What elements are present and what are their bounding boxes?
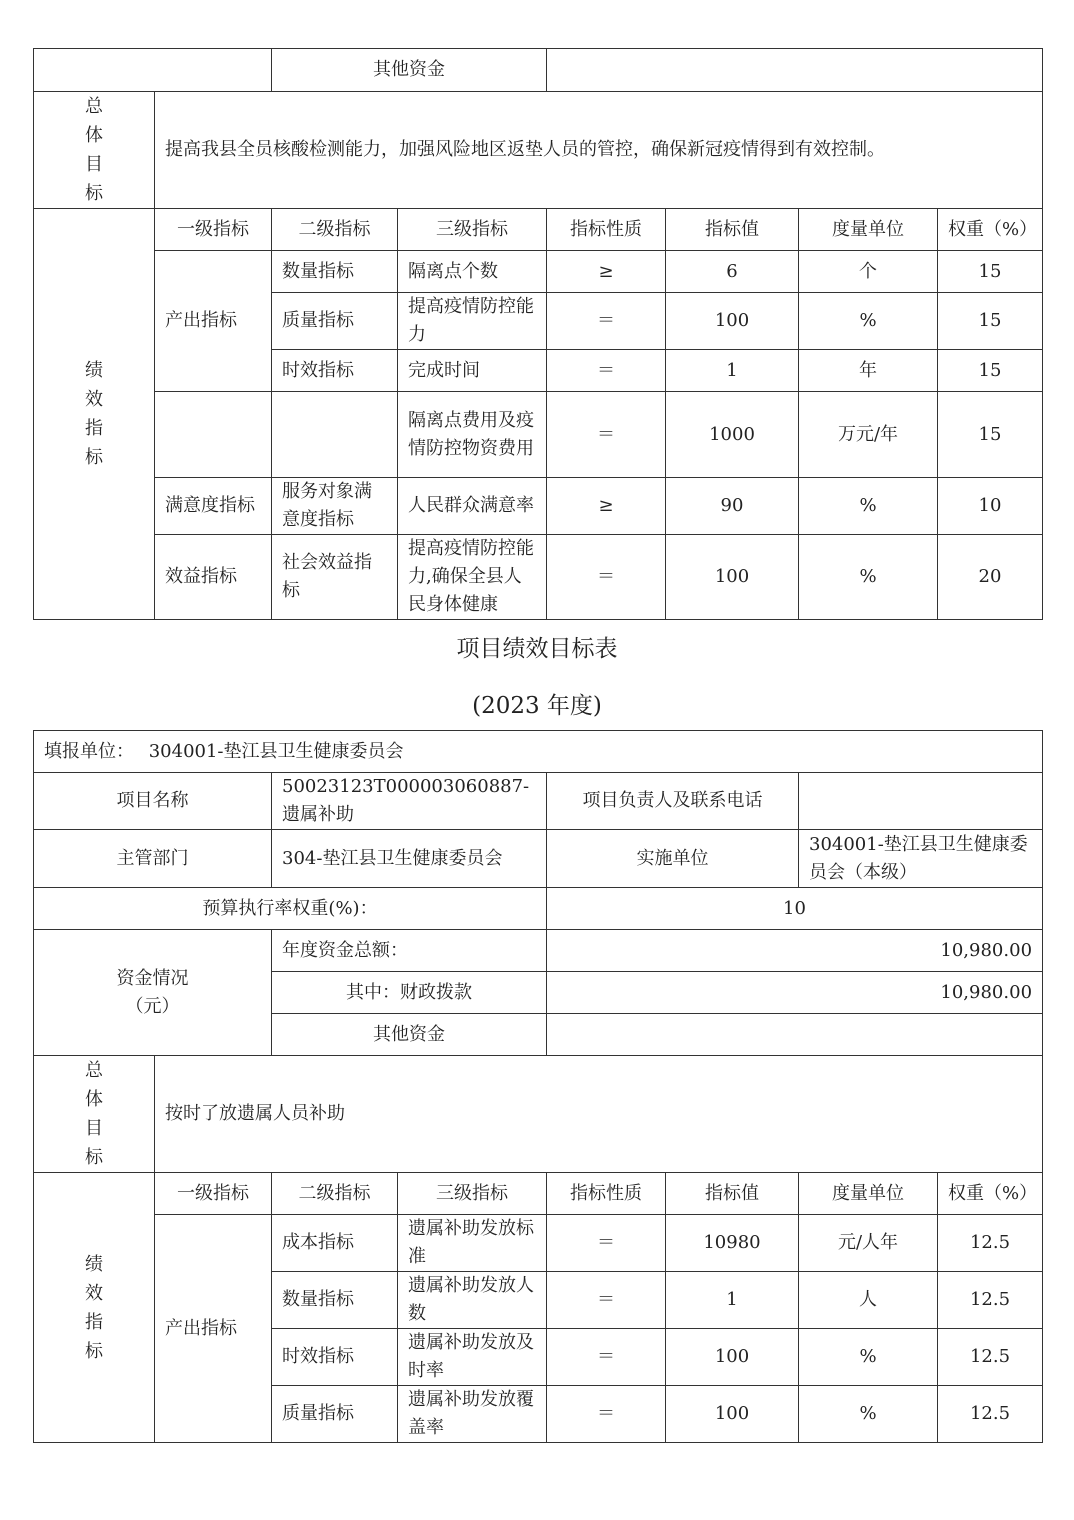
filing-unit: 填报单位： 304001-垫江县卫生健康委员会	[34, 731, 1043, 773]
nature-cell: ＝	[547, 1215, 666, 1272]
funds-label-text: 资金情况	[116, 967, 189, 989]
unit-cell: 个	[799, 251, 938, 293]
budget-rate-label: 预算执行率权重(%)：	[34, 888, 547, 930]
header-level1: 一级指标	[155, 209, 272, 251]
nature-cell: ＝	[547, 293, 666, 350]
unit-cell: 人	[799, 1272, 938, 1329]
value-cell: 100	[666, 535, 799, 620]
value-cell: 1000	[666, 392, 799, 478]
nature-cell: ≥	[547, 251, 666, 293]
level2-cell: 时效指标	[272, 350, 398, 392]
level2-cell	[272, 392, 398, 478]
total-funds-value: 10,980.00	[547, 930, 1043, 972]
header-level1: 一级指标	[155, 1173, 272, 1215]
header-weight: 权重（%）	[938, 1173, 1043, 1215]
performance-table-continued	[33, 48, 1043, 620]
nature-cell: ＝	[547, 350, 666, 392]
weight-cell: 15	[938, 392, 1043, 478]
header-level2: 二级指标	[272, 209, 398, 251]
budget-rate-value: 10	[547, 888, 1043, 930]
other-funds-value	[547, 49, 1043, 92]
weight-cell: 12.5	[938, 1329, 1043, 1386]
weight-cell: 15	[938, 293, 1043, 350]
value-cell: 100	[666, 1329, 799, 1386]
header-level3: 三级指标	[398, 209, 547, 251]
overall-goal-text: 按时了放遗属人员补助	[155, 1056, 1043, 1173]
level2-cell: 质量指标	[272, 1386, 398, 1443]
weight-cell: 15	[938, 251, 1043, 293]
header-unit: 度量单位	[799, 1173, 938, 1215]
level3-cell: 提高疫情防控能力	[398, 293, 547, 350]
weight-cell: 12.5	[938, 1272, 1043, 1329]
level1-cell: 产出指标	[155, 1215, 272, 1443]
nature-cell: ＝	[547, 1272, 666, 1329]
table-row	[34, 251, 1043, 293]
value-cell: 90	[666, 478, 799, 535]
value-cell: 1	[666, 350, 799, 392]
nature-cell: ＝	[547, 535, 666, 620]
header-value: 指标值	[666, 209, 799, 251]
header-unit: 度量单位	[799, 209, 938, 251]
other-funds-label: 其他资金	[272, 1014, 547, 1056]
impl-label: 实施单位	[547, 830, 799, 888]
value-cell: 10980	[666, 1215, 799, 1272]
level3-cell: 遗属补助发放及时率	[398, 1329, 547, 1386]
owner-label: 项目负责人及联系电话	[547, 773, 799, 830]
level1-cell: 效益指标	[155, 535, 272, 620]
project-name-value: 50023123T000003060887-遗属补助	[272, 773, 547, 830]
level2-cell: 时效指标	[272, 1329, 398, 1386]
level2-cell: 质量指标	[272, 293, 398, 350]
level3-cell: 提高疫情防控能力,确保全县人民身体健康	[398, 535, 547, 620]
value-cell: 6	[666, 251, 799, 293]
blank-cell	[34, 49, 272, 92]
level3-cell: 完成时间	[398, 350, 547, 392]
level3-cell: 遗属补助发放标准	[398, 1215, 547, 1272]
level3-cell: 人民群众满意率	[398, 478, 547, 535]
unit-cell: 元/人年	[799, 1215, 938, 1272]
level2-cell: 数量指标	[272, 1272, 398, 1329]
nature-cell: ＝	[547, 1329, 666, 1386]
overall-goal-label: 总 体 目 标	[34, 1056, 155, 1173]
other-funds-label: 其他资金	[272, 49, 547, 92]
performance-goal-table	[33, 730, 1043, 1443]
owner-value	[799, 773, 1043, 830]
document-year: (2023 年度)	[472, 693, 602, 719]
level2-cell: 成本指标	[272, 1215, 398, 1272]
unit-cell: %	[799, 1329, 938, 1386]
level3-cell: 遗属补助发放人数	[398, 1272, 547, 1329]
weight-cell: 12.5	[938, 1386, 1043, 1443]
header-level3: 三级指标	[398, 1173, 547, 1215]
weight-cell: 10	[938, 478, 1043, 535]
level1-cell: 满意度指标	[155, 478, 272, 535]
overall-goal-label: 总 体 目 标	[34, 92, 155, 209]
value-cell: 1	[666, 1272, 799, 1329]
unit-cell: %	[799, 535, 938, 620]
level1-cell: 产出指标	[155, 251, 272, 392]
performance-indicator-label: 绩 效 指 标	[34, 209, 155, 620]
unit-cell: %	[799, 293, 938, 350]
unit-cell: 年	[799, 350, 938, 392]
unit-cell: %	[799, 1386, 938, 1443]
header-nature: 指标性质	[547, 209, 666, 251]
level3-cell: 遗属补助发放覆盖率	[398, 1386, 547, 1443]
table-row	[34, 535, 1043, 620]
header-level2: 二级指标	[272, 1173, 398, 1215]
level3-cell: 隔离点费用及疫情防控物资费用	[398, 392, 547, 478]
level1-cell	[155, 392, 272, 478]
funds-label	[34, 930, 272, 1056]
level2-cell: 数量指标	[272, 251, 398, 293]
performance-indicator-label: 绩 效 指 标	[34, 1173, 155, 1443]
header-weight: 权重（%）	[938, 209, 1043, 251]
level2-cell: 服务对象满意度指标	[272, 478, 398, 535]
header-nature: 指标性质	[547, 1173, 666, 1215]
value-cell: 100	[666, 293, 799, 350]
overall-goal-text: 提高我县全员核酸检测能力，加强风险地区返垫人员的管控，确保新冠疫情得到有效控制。	[155, 92, 1043, 209]
level3-cell: 隔离点个数	[398, 251, 547, 293]
value-cell: 100	[666, 1386, 799, 1443]
dept-label: 主管部门	[34, 830, 272, 888]
dept-value: 304-垫江县卫生健康委员会	[272, 830, 547, 888]
project-name-label: 项目名称	[34, 773, 272, 830]
impl-value: 304001-垫江县卫生健康委员会（本级）	[799, 830, 1043, 888]
unit-cell: %	[799, 478, 938, 535]
level2-cell: 社会效益指标	[272, 535, 398, 620]
funds-label-unit: （元）	[125, 995, 180, 1017]
fiscal-funds-value: 10,980.00	[547, 972, 1043, 1014]
fiscal-funds-label: 其中：财政拨款	[272, 972, 547, 1014]
other-funds-value	[547, 1014, 1043, 1056]
unit-cell: 万元/年	[799, 392, 938, 478]
header-value: 指标值	[666, 1173, 799, 1215]
nature-cell: ＝	[547, 392, 666, 478]
document-title: 项目绩效目标表	[456, 636, 618, 662]
weight-cell: 15	[938, 350, 1043, 392]
weight-cell: 12.5	[938, 1215, 1043, 1272]
table-row	[34, 478, 1043, 535]
weight-cell: 20	[938, 535, 1043, 620]
nature-cell: ≥	[547, 478, 666, 535]
table-row	[34, 1215, 1043, 1272]
table-row	[34, 392, 1043, 478]
total-funds-label: 年度资金总额：	[272, 930, 547, 972]
nature-cell: ＝	[547, 1386, 666, 1443]
